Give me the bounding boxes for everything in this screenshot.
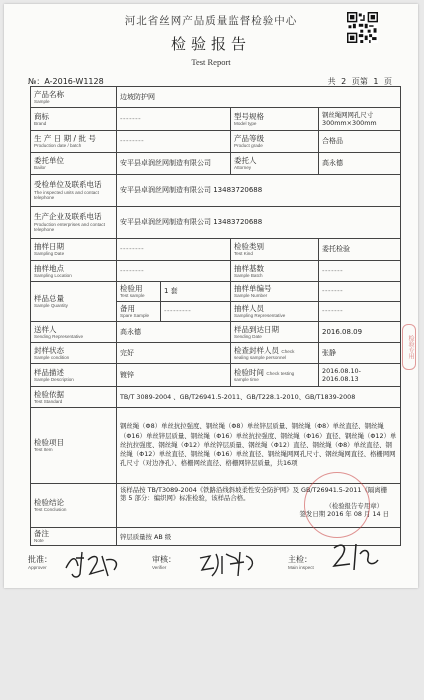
report-subtitle: Test Report: [191, 57, 231, 67]
report-table: [30, 86, 401, 546]
row-inspected-unit: 受检单位及联系电话 The inspected units and contact telephone 安平县卓润丝网制造有限公司 13483720688: [31, 175, 401, 207]
report-number: №：A-2016-W1128: [28, 77, 104, 86]
row-sample: 产品名称 Sample 边坡防护网: [31, 87, 401, 108]
row-sending-rep: 送样人 Sending Representative 高永德 样品到达日期 Sending Date 2016.08.09: [31, 322, 401, 343]
sample-value: 边坡防护网: [117, 87, 401, 108]
row-sampling-location: 抽样地点 Sampling Location -------- 抽样基数 Sample Batch -------: [31, 261, 401, 282]
row-note: 备注 Note 锌层质量按 AB 级: [31, 528, 401, 546]
approver-label: 批准： Approver: [28, 555, 52, 570]
page-count: 共 2 页第 1 页: [327, 77, 392, 86]
report-page: [4, 4, 418, 588]
row-production-enterprise: 生产企业及联系电话 Production enterprises and contact telephone 安平县卓润丝网制造有限公司 13483720688: [31, 207, 401, 239]
conclusion-stamp: （检验报告专用章）: [325, 502, 383, 510]
verifier-signature-icon: [196, 548, 266, 580]
signature-row: [28, 554, 400, 580]
conclusion-text: 该样品按 TB/T3089-2004《铁路沿线斜坡柔性安全防护网》及 GB/T26941.5-2011《隔离栅第 5 部分：编织网》标准检验，该样品合格。: [120, 486, 388, 502]
model-value: 钢丝绳网网孔尺寸 300mm×300mm: [319, 108, 401, 131]
report-title: 检验报告: [170, 35, 251, 53]
row-production-date: 生 产 日 期 / 批 号 Production date / batch -------- 产品等级 Product grade 合格品: [31, 131, 401, 153]
row-description: 样品描述 Sample Description 镀锌 检验时间 Check testing sample time 2016.08.10-2016.08.13: [31, 364, 401, 387]
inspector-label: 主检： Main inspect: [288, 555, 314, 570]
row-sample-quantity: 样品总量 Sample Quantity 检验用 Test sample 1 套 抽样单编号 Sample Number -------: [31, 282, 401, 302]
row-conclusion: 检验结论 Test Conclusion 该样品按 TB/T3089-2004《铁路沿线斜坡柔性安全防护网》及 GB/T26941.5-2011《隔离栅第 5 部分：编织网》标准检验，该样品合格。 （检验报告专用章） 签发日期 2016 年 08 月 14 日: [31, 484, 401, 528]
qr-code-icon: [347, 12, 378, 43]
row-sample-condition: 封样状态 Sample condition 完好 检查封样人员 Check sealing sample personnel 张静: [31, 343, 401, 364]
approver-signature-icon: [62, 550, 132, 580]
row-spare-sample: 备用 Spare Sample --------- 抽样人员 Sampling Representative -------: [31, 302, 401, 322]
row-sampling-date: 抽样日期 Sampling Date -------- 检验类别 Test Kind 委托检验: [31, 239, 401, 261]
verifier-label: 审核： Verifier: [152, 555, 176, 570]
row-brand: 商标 Brand ------- 型号规格 Model type 钢丝绳网网孔尺寸 300mm×300mm: [31, 108, 401, 131]
issuing-center: 河北省丝网产品质量监督检验中心: [124, 15, 298, 27]
row-test-items: 检验项目 Test Item 钢丝绳（Φ8）单丝抗拉强度、钢丝绳（Φ8）单丝锌层质量、钢丝绳（Φ8）单丝直径、钢丝绳（Φ16）单丝锌层质量、钢丝绳（Φ16）单丝抗拉强度、钢丝绳（Φ16）直径、钢丝绳（Φ12）单丝抗拉强度、钢丝绳（Φ12）单丝锌层质量、钢丝绳（Φ12）直径、钢丝绳（Φ8）单丝直径、钢丝绳（Φ12）单丝直径、钢丝绳（Φ16）单丝直径、钢丝绳网网孔尺寸、钢丝绳网直径、格栅网网孔尺寸（对边净孔）、格栅网丝直径、格栅网锌层质量，共16项: [31, 408, 401, 484]
grade-value: 合格品: [319, 131, 401, 153]
row-bailor: 委托单位 Bailor 安平县卓润丝网制造有限公司 委托人 Attorney 高永德: [31, 153, 401, 175]
issue-date: 签发日期 2016 年 08 月 14 日: [299, 510, 389, 518]
row-standard: 检验依据 Test Standard TB/T 3089-2004 、GB/T26941.5-2011、GB/T228.1-2010、GB/T1839-2008: [31, 387, 401, 408]
side-seal-stamp: 检验专用: [402, 324, 416, 370]
